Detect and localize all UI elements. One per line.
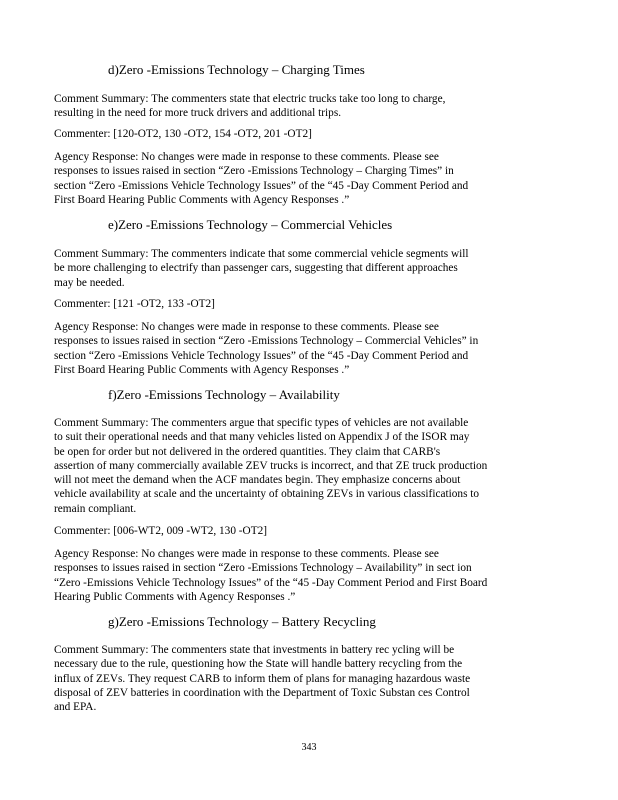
text-line: First Board Hearing Public Comments with Agency Responses .” bbox=[54, 193, 350, 206]
comment-summary-availability bbox=[54, 416, 559, 516]
text-line: Agency Response: No changes were made in response to these comments. Please see bbox=[54, 548, 439, 560]
text-line: may be needed. bbox=[54, 276, 125, 289]
agency-response-commercial-vehicles bbox=[54, 320, 559, 377]
commenter-list-charging-times: Commenter: [120-OT2, 130 -OT2, 154 -OT2, 201 -OT2] bbox=[54, 128, 312, 140]
section-heading-commercial-vehicles: e)Zero -Emissions Technology – Commercial Vehicles bbox=[108, 217, 393, 232]
text-line: responses to issues raised in section “Zero -Emissions Technology – Charging Times” in bbox=[54, 165, 454, 178]
text-line: will not meet the demand when the ACF mandates begin. They emphasize concerns about bbox=[54, 474, 461, 487]
text-line: assertion of many commercially available ZEV trucks is incorrect, and that ZE truck production bbox=[54, 459, 488, 472]
text-line: Comment Summary: The commenters indicate that some commercial vehicle segments will bbox=[54, 248, 469, 260]
page-number: 343 bbox=[301, 742, 317, 753]
text-line: section “Zero -Emissions Vehicle Technology Issues” of the “45 -Day Comment Period and bbox=[54, 179, 469, 192]
text-line: be more challenging to electrify than passenger cars, suggesting that different approaches bbox=[54, 262, 458, 275]
section-heading-availability: f)Zero -Emissions Technology – Availability bbox=[108, 387, 340, 402]
agency-response-availability bbox=[54, 547, 559, 604]
text-line: and EPA. bbox=[54, 701, 97, 714]
text-line: Hearing Public Comments with Agency Responses .” bbox=[54, 590, 296, 603]
agency-response-charging-times bbox=[54, 150, 559, 207]
text-line: necessary due to the rule, questioning how the State will handle battery recycling from the bbox=[54, 658, 463, 671]
text-line: resulting in the need for more truck drivers and additional trips. bbox=[54, 107, 342, 120]
text-line: vehicle availability at scale and the uncertainty of obtaining ZEVs in various classifications to bbox=[54, 488, 480, 501]
comment-summary-battery-recycling bbox=[54, 643, 559, 714]
text-line: be open for order but not delivered in the ordered quantities. They claim that CARB's bbox=[54, 445, 441, 458]
comment-summary-charging-times bbox=[54, 92, 559, 121]
text-line: remain compliant. bbox=[54, 502, 137, 515]
text-line: responses to issues raised in section “Zero -Emissions Technology – Commercial Vehicles” in bbox=[54, 335, 479, 348]
text-line: Agency Response: No changes were made in response to these comments. Please see bbox=[54, 151, 439, 163]
text-line: “Zero -Emissions Vehicle Technology Issues” of the “45 -Day Comment Period and First Board bbox=[54, 576, 488, 589]
text-line: First Board Hearing Public Comments with Agency Responses .” bbox=[54, 363, 350, 376]
text-line: Agency Response: No changes were made in response to these comments. Please see bbox=[54, 321, 439, 333]
text-line: influx of ZEVs. They request CARB to inform them of plans for managing hazardous waste bbox=[54, 672, 471, 685]
text-line: section “Zero -Emissions Vehicle Technology Issues” of the “45 -Day Comment Period and bbox=[54, 349, 469, 362]
text-line: disposal of ZEV batteries in coordination with the Department of Toxic Substan ces Control bbox=[54, 686, 470, 699]
section-heading-battery-recycling: g)Zero -Emissions Technology – Battery Recycling bbox=[108, 614, 376, 629]
text-line: Comment Summary: The commenters state that electric trucks take too long to charge, bbox=[54, 93, 446, 105]
text-line: to suit their operational needs and that many vehicles listed on Appendix J of the ISOR may bbox=[54, 431, 470, 444]
commenter-list-availability: Commenter: [006-WT2, 009 -WT2, 130 -OT2] bbox=[54, 525, 268, 537]
commenter-list-commercial-vehicles: Commenter: [121 -OT2, 133 -OT2] bbox=[54, 298, 215, 310]
section-heading-charging-times: d)Zero -Emissions Technology – Charging Times bbox=[108, 62, 365, 77]
comment-summary-commercial-vehicles bbox=[54, 247, 559, 290]
text-line: Comment Summary: The commenters state that investments in battery rec ycling will be bbox=[54, 644, 455, 656]
text-line: responses to issues raised in section “Zero -Emissions Technology – Availability” in sect ion bbox=[54, 562, 472, 575]
text-line: Comment Summary: The commenters argue that specific types of vehicles are not available bbox=[54, 417, 469, 429]
